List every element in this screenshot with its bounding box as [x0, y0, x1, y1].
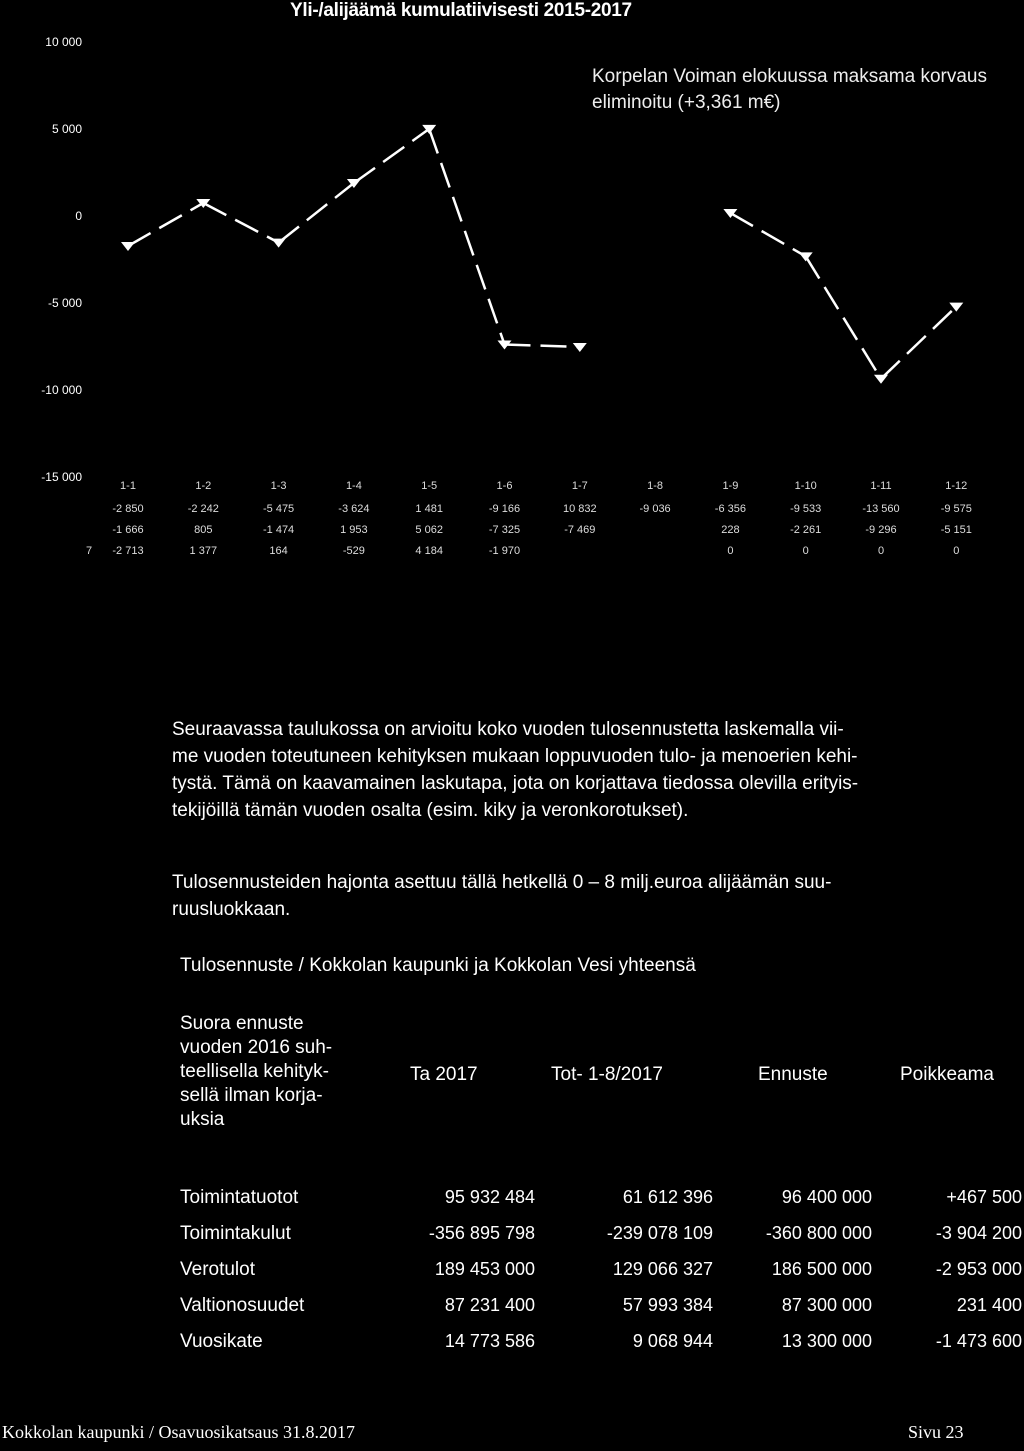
footer-document-title: Kokkolan kaupunki / Osavuosikatsaus 31.8.2017: [2, 1422, 355, 1442]
category-label: 1-2: [195, 480, 212, 492]
row-value: 95 932 484: [444, 1187, 535, 1207]
series-line-segment: [505, 344, 580, 347]
row-value: +467 500: [946, 1187, 1022, 1207]
row-value: 186 500 000: [771, 1259, 872, 1279]
data-cell: -13 560: [862, 503, 900, 515]
data-cell: 1 481: [415, 503, 443, 515]
forecast-title: Tulosennuste / Kokkolan kaupunki ja Kokkolan Vesi yhteensä: [180, 955, 696, 976]
column-header: Poikkeama: [900, 1064, 994, 1085]
column-header: Ennuste: [758, 1064, 828, 1085]
series-point-marker: [121, 242, 135, 251]
row-value: 61 612 396: [622, 1187, 713, 1207]
series-line-segment: [429, 129, 504, 345]
row-value: 129 066 327: [612, 1259, 713, 1279]
data-cell: 10 832: [562, 503, 597, 515]
category-label: 1-3: [270, 480, 287, 492]
description-line: teellisella kehityk-: [180, 1061, 329, 1082]
data-cell: -2 261: [790, 524, 822, 536]
data-cell: 164: [269, 545, 288, 557]
data-cell: -2 713: [112, 545, 144, 557]
series-line-segment: [354, 129, 429, 183]
column-header: Ta 2017: [410, 1064, 478, 1085]
footer-page-number: Sivu 23: [908, 1422, 964, 1442]
row-value: -3 904 200: [935, 1223, 1022, 1243]
data-cell: -1 474: [262, 524, 295, 536]
paragraph-line: Seuraavassa taulukossa on arvioitu koko vuoden tulosennustetta laskemalla vii-: [172, 719, 844, 740]
category-label: 1-10: [794, 480, 817, 492]
data-cell: -9 166: [488, 503, 521, 515]
row-value: 231 400: [956, 1295, 1022, 1315]
series-point-marker: [874, 375, 888, 384]
data-cell: 228: [721, 524, 740, 536]
data-cell: -7 469: [564, 524, 596, 536]
chart-plot: [0, 0, 1024, 480]
row-value: 9 068 944: [632, 1331, 713, 1351]
series-point-marker: [272, 239, 286, 248]
paragraph-line: Tulosennusteiden hajonta asettuu tällä hetkellä 0 – 8 milj.euroa alijäämän suu-: [172, 872, 832, 893]
row-marker: 7: [86, 545, 93, 557]
row-value: -360 800 000: [765, 1223, 872, 1243]
category-label: 1-7: [571, 480, 588, 492]
chart-annotation: Korpelan Voiman elokuussa maksama korvaus eliminoitu (+3,361 m€): [592, 66, 987, 113]
row-value: 87 300 000: [781, 1295, 872, 1315]
y-tick-label: -15 000: [41, 470, 82, 484]
data-cell: -2 242: [187, 503, 219, 515]
data-cell: -9 036: [639, 503, 671, 515]
paragraph-line: ruusluokkaan.: [172, 899, 291, 920]
column-header: Tot- 1-8/2017: [551, 1064, 663, 1085]
paragraph-line: tystä. Tämä on kaavamainen laskutapa, jota on korjattava tiedossa olevilla erityis-: [172, 773, 859, 794]
description-line: Suora ennuste: [180, 1013, 304, 1034]
data-cell: 0: [877, 545, 885, 557]
row-label: Vuosikate: [180, 1331, 263, 1352]
data-cell: -3 624: [338, 503, 370, 515]
row-value: -1 473 600: [935, 1331, 1022, 1351]
row-value: -2 953 000: [935, 1259, 1022, 1279]
category-label: 1-8: [647, 480, 664, 492]
y-tick-label: -10 000: [41, 383, 82, 397]
data-cell: 805: [194, 524, 213, 536]
row-label: Toimintatuotot: [180, 1187, 299, 1208]
series-line-segment: [203, 203, 278, 243]
row-value: -239 078 109: [606, 1223, 713, 1243]
data-cell: -6 356: [714, 503, 746, 515]
row-value: 96 400 000: [781, 1187, 872, 1207]
row-value: -356 895 798: [428, 1223, 535, 1243]
description-line: vuoden 2016 suh-: [180, 1037, 333, 1058]
data-cell: -1 970: [488, 545, 521, 557]
data-cell: -9 575: [940, 503, 972, 515]
category-label: 1-11: [870, 480, 892, 492]
row-label: Toimintakulut: [180, 1223, 291, 1244]
y-tick-label: 5 000: [51, 122, 82, 136]
data-cell: 0: [727, 545, 734, 557]
data-cell: -5 151: [940, 524, 972, 536]
data-cell: -529: [342, 545, 365, 557]
row-label: Valtionosuudet: [180, 1295, 305, 1316]
y-tick-label: -5 000: [47, 296, 82, 310]
category-label: 1-5: [421, 480, 438, 492]
row-value: 57 993 384: [622, 1295, 713, 1315]
description-line: uksia: [180, 1109, 225, 1130]
series-line-segment: [730, 213, 805, 256]
y-tick-label: 10 000: [45, 35, 82, 49]
paragraph-line: me vuoden toteutuneen kehityksen mukaan loppuvuoden tulo- ja menoerien kehi-: [172, 746, 858, 767]
data-cell: -5 475: [262, 503, 295, 515]
category-label: 1-6: [496, 480, 513, 492]
category-label: 1-4: [345, 480, 362, 492]
row-value: 87 231 400: [444, 1295, 535, 1315]
data-cell: 0: [953, 545, 960, 557]
data-cell: -2 850: [112, 503, 144, 515]
data-cell: 0: [802, 545, 809, 557]
series-line-segment: [128, 203, 203, 246]
category-label: 1-12: [945, 480, 968, 492]
chart-title: Yli-/alijäämä kumulatiivisesti 2015-2017: [290, 0, 632, 21]
data-cell: -7 325: [488, 524, 521, 536]
row-value: 14 773 586: [444, 1331, 535, 1351]
series-line-segment: [881, 307, 956, 379]
category-label: 1-9: [722, 480, 739, 492]
paragraph-line: tekijöillä tämän vuoden osalta (esim. kiky ja veronkorotukset).: [172, 800, 689, 821]
series-line-segment: [806, 256, 881, 378]
data-cell: 1 377: [189, 545, 218, 557]
row-label: Verotulot: [180, 1259, 255, 1280]
row-value: 189 453 000: [434, 1259, 535, 1279]
data-cell: -9 296: [865, 524, 897, 536]
data-cell: 1 953: [340, 524, 368, 536]
data-cell: -1 666: [112, 524, 144, 536]
data-cell: 5 062: [415, 524, 443, 536]
row-value: 13 300 000: [781, 1331, 872, 1351]
description-line: sellä ilman korja-: [180, 1085, 323, 1106]
series-line-segment: [279, 183, 354, 243]
category-label: 1-1: [120, 480, 136, 492]
series-point-marker: [573, 343, 587, 352]
series-point-marker: [799, 252, 813, 261]
data-cell: -9 533: [790, 503, 822, 515]
series-point-marker: [949, 303, 963, 312]
data-cell: 4 184: [415, 545, 443, 557]
y-tick-label: 0: [75, 209, 82, 223]
